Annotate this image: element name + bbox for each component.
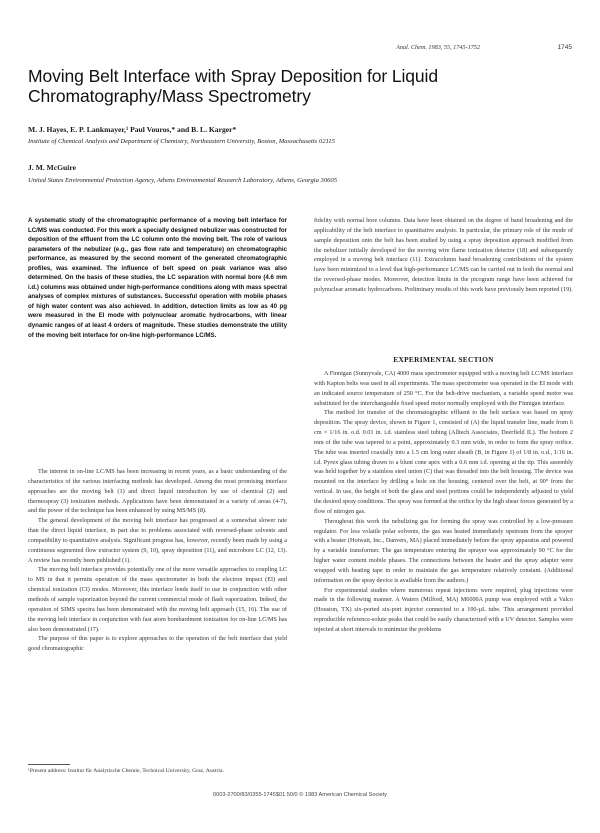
experimental-paragraph: A Finnigan (Sunnyvale, CA) 4000 mass spectrometer equipped with a moving belt LC/MS interface with Kapton belts was used in all experiments. The mass spectrometer was operated in the EI mode with an indicated source temperature of 250 °C. For the belt-drive mechanism, a variable speed motor was substituted for the interchangeable fixed speed motor normally employed with the Finnigan interface. xyxy=(314,370,573,407)
page-number: 1745 xyxy=(557,44,572,51)
author-list-2: J. M. McGuire xyxy=(28,163,76,172)
intro-paragraph: The general development of the moving belt interface has progressed at a somewhat slower rate than the direct liquid interface, in part due to problems associated with reversed-phase solvents and compatibility to quantitative analysis. Significant progress has, however, recently been made by using a continuous segmented flow extractor system (9, 10), spray deposition (11), and microbore LC (12, 13). A review has recently been published (1). xyxy=(28,517,287,564)
introduction xyxy=(28,467,287,654)
intro-continued xyxy=(314,216,573,295)
body-paragraph: fidelity with normal bore columns. Data have been obtained on the degree of band broadening and the applicability of the belt interface to quantitative analysis. In particular, the primary role of the mode of sample deposition onto the belt has been studied by using a spray deposition approach modified from the nebulizer initially developed for the moving wire flame ionization detector (18) and subsequently employed in a moving belt interface (11). Extracolumn band broadening contributions of the system have been minimized to a level that high-performance LC/MS can be carried out in both the normal and the reversed-phase modes. Moreover, detection limits in the picogram range have been achieved for polynuclear aromatic hydrocarbons. Preliminary results of this work have previously been reported (19). xyxy=(314,217,573,293)
intro-paragraph: The moving belt interface provides potentially one of the more versatile approaches to coupling LC to MS in that it permits operation of the mass spectrometer in both the electron impact (EI) and chemical ionization (CI) modes. Moreover, this interface lends itself to use in conjunction with other methods of sample vaporization beyond the current commercial mode of flash vaporization. Indeed, the operation of SIMS spectra has been demonstrated with the moving belt approach (15, 16). The use of the moving belt interface in conjunction with fast atom bombardment ionization for on-line LC/MS has also been demonstrated (17). xyxy=(28,566,287,633)
experimental-paragraph: The method for transfer of the chromatographic effluent to the belt surface was based on spray deposition. The spray device, shown in Figure 1, consisted of (A) the liquid transfer line, made from 6 cm × 1/16 in. o.d. 0.01 in. i.d. stainless steel tubing (Alltech Associates, Deerfield IL). The bottom 2 mm of the tube was tapered to a point, approximately 0.3 mm wide, in order to form the spray orifice. The tube was inserted coaxially into a 1.5 cm long outer sheath (B, in Figure 1) of 1/8 in. o.d., 1/16 in. i.d. Pyrex glass tubing drawn to a blunt cone apex with a 0.6 mm i.d. opening at the tip. This assembly was held together by a stainless steel union (C) that was threaded into the belt housing. The device was mounted on the interface by drilling a hole on the housing, centered over the belt, at 90° from the vertical. In use, the height of both the glass and steel portions could be independently adjusted to yield the desired spray conditions. The spray was formed at the orifice by the high shear forces generated by a flow of nitrogen gas. xyxy=(314,409,573,515)
footnote-rule xyxy=(28,764,70,765)
experimental-section xyxy=(314,369,573,635)
article-title: Moving Belt Interface with Spray Deposition for Liquid Chromatography/Mass Spectrometry xyxy=(28,66,438,106)
intro-paragraph: The interest in on-line LC/MS has been increasing in recent years, as a basic understanding of the characteristics of the various interfacing methods has developed. Among the most promising interface approaches are the moving belt (1) and direct liquid introduction by use of chemical (2) and thermospray (3) ionization methods. Applications have been demonstrated in a variety of areas (4-7), and the power of the technique has been enhanced by using MS/MS (8). xyxy=(28,468,287,515)
journal-citation: Anal. Chem. 1983, 55, 1745-1752 xyxy=(396,44,480,51)
footnote: ¹Present address: Institut für Analytische Chemie, Technical University, Graz, Austria. xyxy=(28,768,224,774)
experimental-paragraph: Throughout this work the nebulizing gas for forming the spray was controlled by a low-pressure regulator. For less volatile polar solvents, the gas was heated immediately upstream from the sprayer with a heater (Hotwatt, Inc., Danvers, MA) placed immediately before the spray apparatus and powered by a variable transformer. The gas temperature entering the sprayer was approximately 90 °C for the higher water content mobile phases. The connections between the heater and the spray adapter were wrapped with heating tape in order to maintain the gas temperature relatively constant. (Additional information on the spray device is available from the authors.) xyxy=(314,517,573,584)
experimental-paragraph: For experimental studies where numerous repeat injections were required, plug injections were made in the following manner. A Waters (Milford, MA) M6000A pump was employed with a Valco (Houston, TX) six-ported six-port injector connected to a 100-µL tube. This arrangement provided reproducible reference-solute peaks that could be easily characterized with a UV detector. Samples were injected at short intervals to minimize the problems xyxy=(314,586,573,633)
affiliation-2: United States Environmental Protection Agency, Athens Environmental Research Laboratory, Athens, Georgia 30605 xyxy=(28,177,338,184)
copyright-footer: 0003-2700/83/0355-1745$01.50/0 © 1983 American Chemical Society xyxy=(213,792,387,798)
affiliation-1: Institute of Chemical Analysis and Department of Chemistry, Northeastern University, Boston, Massachusetts 02115 xyxy=(28,138,335,145)
section-heading: EXPERIMENTAL SECTION xyxy=(393,355,494,364)
author-list: M. J. Hayes, E. P. Lankmayer,¹ Paul Vouros,* and B. L. Karger* xyxy=(28,125,237,134)
intro-paragraph: The purpose of this paper is to explore approaches to the operation of the belt interface that yield good chromatographic xyxy=(28,635,287,653)
abstract: A systematic study of the chromatographic performance of a moving belt interface for LC/MS was conducted. For this work a specially designed nebulizer was constructed for deposition of the effluent from the LC column onto the moving belt. The role of various parameters of the nebulizer (e.g., gas flow rate and temperature) on chromatographic performance, as measured by the second moment of the generated chromatographic profiles, was examined. The influence of belt speed on peak variance was also determined. On the basis of these studies, the LC separation with normal bore (4.6 mm i.d.) columns was obtained under high-performance conditions along with mass spectral analyses of complex mixtures of substances. Successful operation with mobile phases of high water content was also achieved. In addition, detection limits as low as 40 pg were measured in the EI mode with polynuclear aromatic hydrocarbons, with linear dynamic ranges of at least 4 orders of magnitude. These studies demonstrate the utility of the moving belt interface for on-line high-performance LC/MS. xyxy=(28,217,287,339)
